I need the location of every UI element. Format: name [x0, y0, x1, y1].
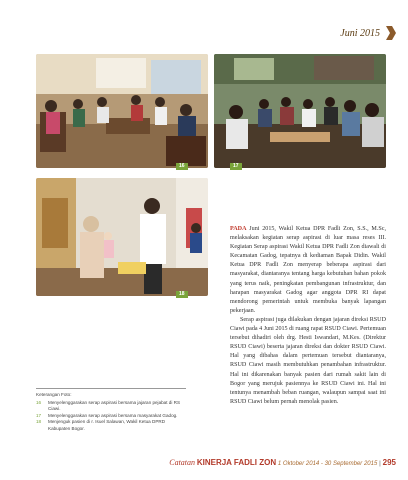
caption-item: [36, 419, 186, 432]
photo-18: [36, 178, 208, 296]
caption-number: 17: [36, 412, 42, 418]
captions-title: Keterangan Foto:: [36, 392, 72, 397]
photo-number-16: 16: [176, 163, 188, 170]
footer-separator: |: [379, 460, 381, 467]
caption-number: 18: [36, 419, 42, 424]
article-body: [230, 225, 386, 407]
footer-catatan: Catatan: [169, 458, 196, 467]
caption-item: [36, 400, 186, 413]
caption-number: 16: [36, 399, 42, 405]
drop-lead: PADA: [230, 226, 247, 232]
article-paragraph-1: PADA Juni 2015, Wakil Ketua DPR Fadli Zon, S.S., M.Sc, melaksakan kegiatan serap aspirasi di luar masa reses III. Kegiatan Serap aspirasi Wakil Ketua DPR Fadli Zon diawali di Kecamatan Gadog, tepatnya di kediaman Bapak Didin. Wakil Ketua DPR Fadli Zon menyerap beberapa aspirasi dari masyarakat, diantaranya tentang harga kebutuhan bahan pokok yang terus naik, peningkatan pembangunan infrastruktur, dan harapan masyarakat Gadog agar anggota DPR RI dapat mendorong pemerintah untuk membuka banyak lapangan pekerjaan.: [230, 226, 386, 314]
photo-captions: [36, 392, 186, 432]
page-header-month: Juni 2015: [340, 28, 380, 39]
photo-17: [214, 54, 386, 168]
page-number: 295: [382, 458, 396, 467]
caption-text: Menyelenggarakan serap aspirasi bersama jajaran pejabat di RS Ciawi.: [48, 399, 181, 411]
footer-period: 1 Oktober 2014 - 30 September 2015: [277, 461, 378, 467]
caption-text: Menyelenggarakan serap aspirasi bersama masyarakat Gadog.: [48, 412, 178, 418]
caption-divider: [36, 388, 186, 389]
photo-number-17: 17: [230, 163, 242, 170]
chevron-right-icon: [384, 26, 396, 40]
footer-kinerja: KINERJA FADLI ZON: [196, 458, 277, 467]
page-footer: [169, 458, 396, 467]
caption-text: Menjenguk pasien di r. Isuel Salawan, Wakil Ketua DPRD Kabupaten Bogor.: [48, 419, 166, 431]
photo-16: [36, 54, 208, 168]
article-paragraph-2: Serap aspirasi juga dilakukan dengan jajaran direksi RSUD Ciawi pada 4 Juni 2015 di ruang rapat RSUD Ciawi. Pertemuan tersebut dihadiri oleh drg. Hesti Iswandari, M.Kes. (Direktur RSUD Ciawi) beserta jajaran direksi dan dokter RSUD Ciawi. Hal yang dibahas dalam pertemuan tersebut diantaranya, RSUD Ciawi masih membutuhkan penambahan infrastruktur. Hal ini dikarenakan banyak pasien dari rumah sakit lain di Bogor yang merujuk pasiennya ke RSUD Ciawi ini. Hal ini tentunya menambah beban ruangan, walaupun sampai saat ini RSUD Ciawi belum pernah menolak pasien.: [230, 316, 386, 405]
photo-number-18: 18: [176, 291, 188, 298]
